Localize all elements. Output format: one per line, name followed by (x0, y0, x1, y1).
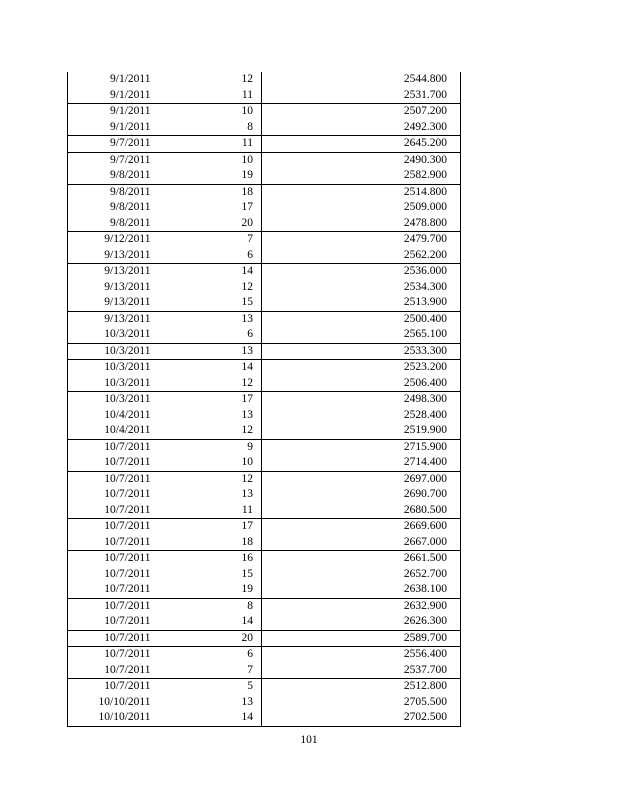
value-cell: 2523.200 (262, 360, 461, 376)
number-cell: 6 (154, 647, 262, 663)
date-cell: 9/13/2011 (68, 311, 154, 327)
number-cell: 13 (154, 487, 262, 503)
date-cell: 10/10/2011 (98, 711, 151, 724)
table-row (68, 614, 461, 630)
value-cell: 2667.000 (403, 535, 447, 548)
table-row (68, 343, 461, 360)
date-cell: 9/7/2011 (68, 152, 154, 168)
number-cell: 14 (154, 614, 262, 630)
value-cell: 2514.800 (262, 184, 461, 200)
date-cell: 10/7/2011 (68, 471, 154, 487)
value-cell: 2531.700 (403, 88, 447, 101)
date-cell: 10/4/2011 (104, 408, 151, 421)
value-cell: 2512.800 (262, 679, 461, 695)
value-cell: 2669.600 (262, 519, 461, 535)
table-row (68, 392, 461, 408)
value-cell: 2479.700 (262, 232, 461, 248)
date-cell: 9/1/2011 (68, 104, 154, 120)
number-cell: 7 (154, 232, 262, 248)
date-cell: 9/8/2011 (110, 216, 151, 229)
number-cell: 13 (154, 311, 262, 327)
table-row (68, 439, 461, 455)
value-cell: 2589.700 (262, 630, 461, 647)
date-cell: 9/12/2011 (68, 232, 154, 248)
number-cell: 20 (154, 216, 262, 232)
date-cell: 9/1/2011 (110, 120, 151, 133)
value-cell: 2492.300 (403, 120, 447, 133)
number-cell: 10 (154, 455, 262, 471)
date-cell: 10/7/2011 (68, 679, 154, 695)
table-row (68, 535, 461, 551)
table-row (68, 120, 461, 136)
table-body (68, 72, 461, 726)
number-cell: 13 (154, 695, 262, 711)
value-cell: 2544.800 (403, 73, 447, 86)
value-cell: 2509.000 (403, 201, 447, 214)
table-row (68, 72, 461, 88)
number-cell: 17 (154, 200, 262, 216)
value-cell: 2513.900 (403, 296, 447, 309)
value-cell: 2519.900 (403, 424, 447, 437)
table-row (68, 327, 461, 343)
table-row (68, 582, 461, 598)
number-cell: 19 (154, 582, 262, 598)
number-cell: 14 (154, 360, 262, 376)
value-cell: 2506.400 (403, 376, 447, 389)
date-cell: 10/3/2011 (68, 360, 154, 376)
table-row (68, 630, 461, 647)
table-row (68, 264, 461, 280)
date-cell: 10/7/2011 (104, 567, 151, 580)
number-cell: 18 (154, 535, 262, 551)
number-cell: 11 (154, 88, 262, 104)
value-cell: 2490.300 (262, 152, 461, 168)
number-cell: 12 (154, 376, 262, 392)
number-cell: 13 (154, 408, 262, 424)
table-row (68, 311, 461, 327)
date-cell: 9/8/2011 (110, 169, 151, 182)
date-cell: 10/7/2011 (104, 583, 151, 596)
date-cell: 10/3/2011 (104, 328, 151, 341)
number-cell: 6 (154, 248, 262, 264)
date-cell: 10/3/2011 (68, 392, 154, 408)
number-cell: 14 (154, 264, 262, 280)
number-cell: 8 (154, 120, 262, 136)
table-row (68, 184, 461, 200)
table-row (68, 295, 461, 311)
table-row (68, 248, 461, 264)
table-row (68, 710, 461, 726)
number-cell: 12 (154, 72, 262, 88)
value-cell: 2500.400 (262, 311, 461, 327)
table-row (68, 408, 461, 424)
value-cell: 2528.400 (403, 408, 447, 421)
value-cell: 2661.500 (262, 551, 461, 567)
value-cell: 2556.400 (262, 647, 461, 663)
value-cell: 2626.300 (403, 615, 447, 628)
table-row (68, 503, 461, 519)
value-cell: 2478.800 (403, 216, 447, 229)
number-cell: 5 (154, 679, 262, 695)
number-cell: 6 (154, 327, 262, 343)
number-cell: 12 (154, 423, 262, 439)
value-cell: 2697.000 (262, 471, 461, 487)
number-cell: 15 (154, 567, 262, 583)
date-cell: 9/13/2011 (104, 248, 151, 261)
value-cell: 2705.500 (403, 695, 447, 708)
date-cell: 10/7/2011 (68, 598, 154, 614)
data-table (67, 72, 461, 727)
value-cell: 2498.300 (262, 392, 461, 408)
value-cell: 2565.100 (403, 328, 447, 341)
value-cell: 2702.500 (403, 711, 447, 724)
value-cell: 2680.500 (403, 503, 447, 516)
date-cell: 10/7/2011 (104, 456, 151, 469)
number-cell: 17 (154, 519, 262, 535)
value-cell: 2562.200 (403, 248, 447, 261)
value-cell: 2632.900 (262, 598, 461, 614)
table-row (68, 152, 461, 168)
value-cell: 2645.200 (262, 136, 461, 153)
value-cell: 2714.400 (403, 456, 447, 469)
number-cell: 12 (154, 471, 262, 487)
value-cell: 2715.900 (262, 439, 461, 455)
number-cell: 8 (154, 598, 262, 614)
table-row (68, 647, 461, 663)
date-cell: 9/1/2011 (110, 73, 151, 86)
date-cell: 10/4/2011 (104, 424, 151, 437)
date-cell: 9/7/2011 (68, 136, 154, 153)
table-row (68, 663, 461, 679)
date-cell: 10/7/2011 (68, 519, 154, 535)
table-row (68, 471, 461, 487)
date-cell: 9/13/2011 (104, 280, 151, 293)
table-row (68, 487, 461, 503)
date-cell: 10/10/2011 (98, 695, 151, 708)
date-cell: 9/1/2011 (110, 88, 151, 101)
table-row (68, 376, 461, 392)
number-cell: 10 (154, 104, 262, 120)
date-cell: 10/7/2011 (68, 647, 154, 663)
table-row (68, 360, 461, 376)
number-cell: 14 (154, 710, 262, 726)
value-cell: 2534.300 (403, 280, 447, 293)
table-row (68, 232, 461, 248)
table-row (68, 200, 461, 216)
table-row (68, 695, 461, 711)
number-cell: 12 (154, 280, 262, 296)
value-cell: 2536.000 (262, 264, 461, 280)
date-cell: 9/8/2011 (68, 184, 154, 200)
date-cell: 10/7/2011 (68, 630, 154, 647)
date-cell: 9/13/2011 (68, 264, 154, 280)
date-cell: 9/13/2011 (104, 296, 151, 309)
table-row (68, 280, 461, 296)
value-cell: 2537.700 (403, 663, 447, 676)
number-cell: 19 (154, 168, 262, 184)
number-cell: 9 (154, 439, 262, 455)
date-cell: 10/7/2011 (104, 615, 151, 628)
value-cell: 2652.700 (403, 567, 447, 580)
date-cell: 10/3/2011 (104, 376, 151, 389)
number-cell: 18 (154, 184, 262, 200)
table-row (68, 104, 461, 120)
value-cell: 2533.300 (262, 343, 461, 360)
date-cell: 9/8/2011 (110, 201, 151, 214)
value-cell: 2638.100 (403, 583, 447, 596)
number-cell: 13 (154, 343, 262, 360)
table-row (68, 567, 461, 583)
date-cell: 10/7/2011 (68, 439, 154, 455)
number-cell: 11 (154, 136, 262, 153)
table-row (68, 168, 461, 184)
table-row (68, 519, 461, 535)
table-row (68, 551, 461, 567)
value-cell: 2582.900 (403, 169, 447, 182)
date-cell: 10/7/2011 (104, 535, 151, 548)
table-row (68, 598, 461, 614)
number-cell: 11 (154, 503, 262, 519)
date-cell: 10/7/2011 (68, 551, 154, 567)
page-number: 101 (300, 734, 318, 746)
date-cell: 10/7/2011 (104, 488, 151, 501)
number-cell: 7 (154, 663, 262, 679)
number-cell: 16 (154, 551, 262, 567)
number-cell: 10 (154, 152, 262, 168)
table-row (68, 679, 461, 695)
number-cell: 20 (154, 630, 262, 647)
date-cell: 10/7/2011 (104, 503, 151, 516)
table-row (68, 136, 461, 153)
table-row (68, 88, 461, 104)
number-cell: 17 (154, 392, 262, 408)
date-cell: 10/3/2011 (68, 343, 154, 360)
table-row (68, 423, 461, 439)
date-cell: 10/7/2011 (104, 663, 151, 676)
table-row (68, 216, 461, 232)
number-cell: 15 (154, 295, 262, 311)
value-cell: 2690.700 (403, 488, 447, 501)
value-cell: 2507.200 (262, 104, 461, 120)
table-row (68, 455, 461, 471)
